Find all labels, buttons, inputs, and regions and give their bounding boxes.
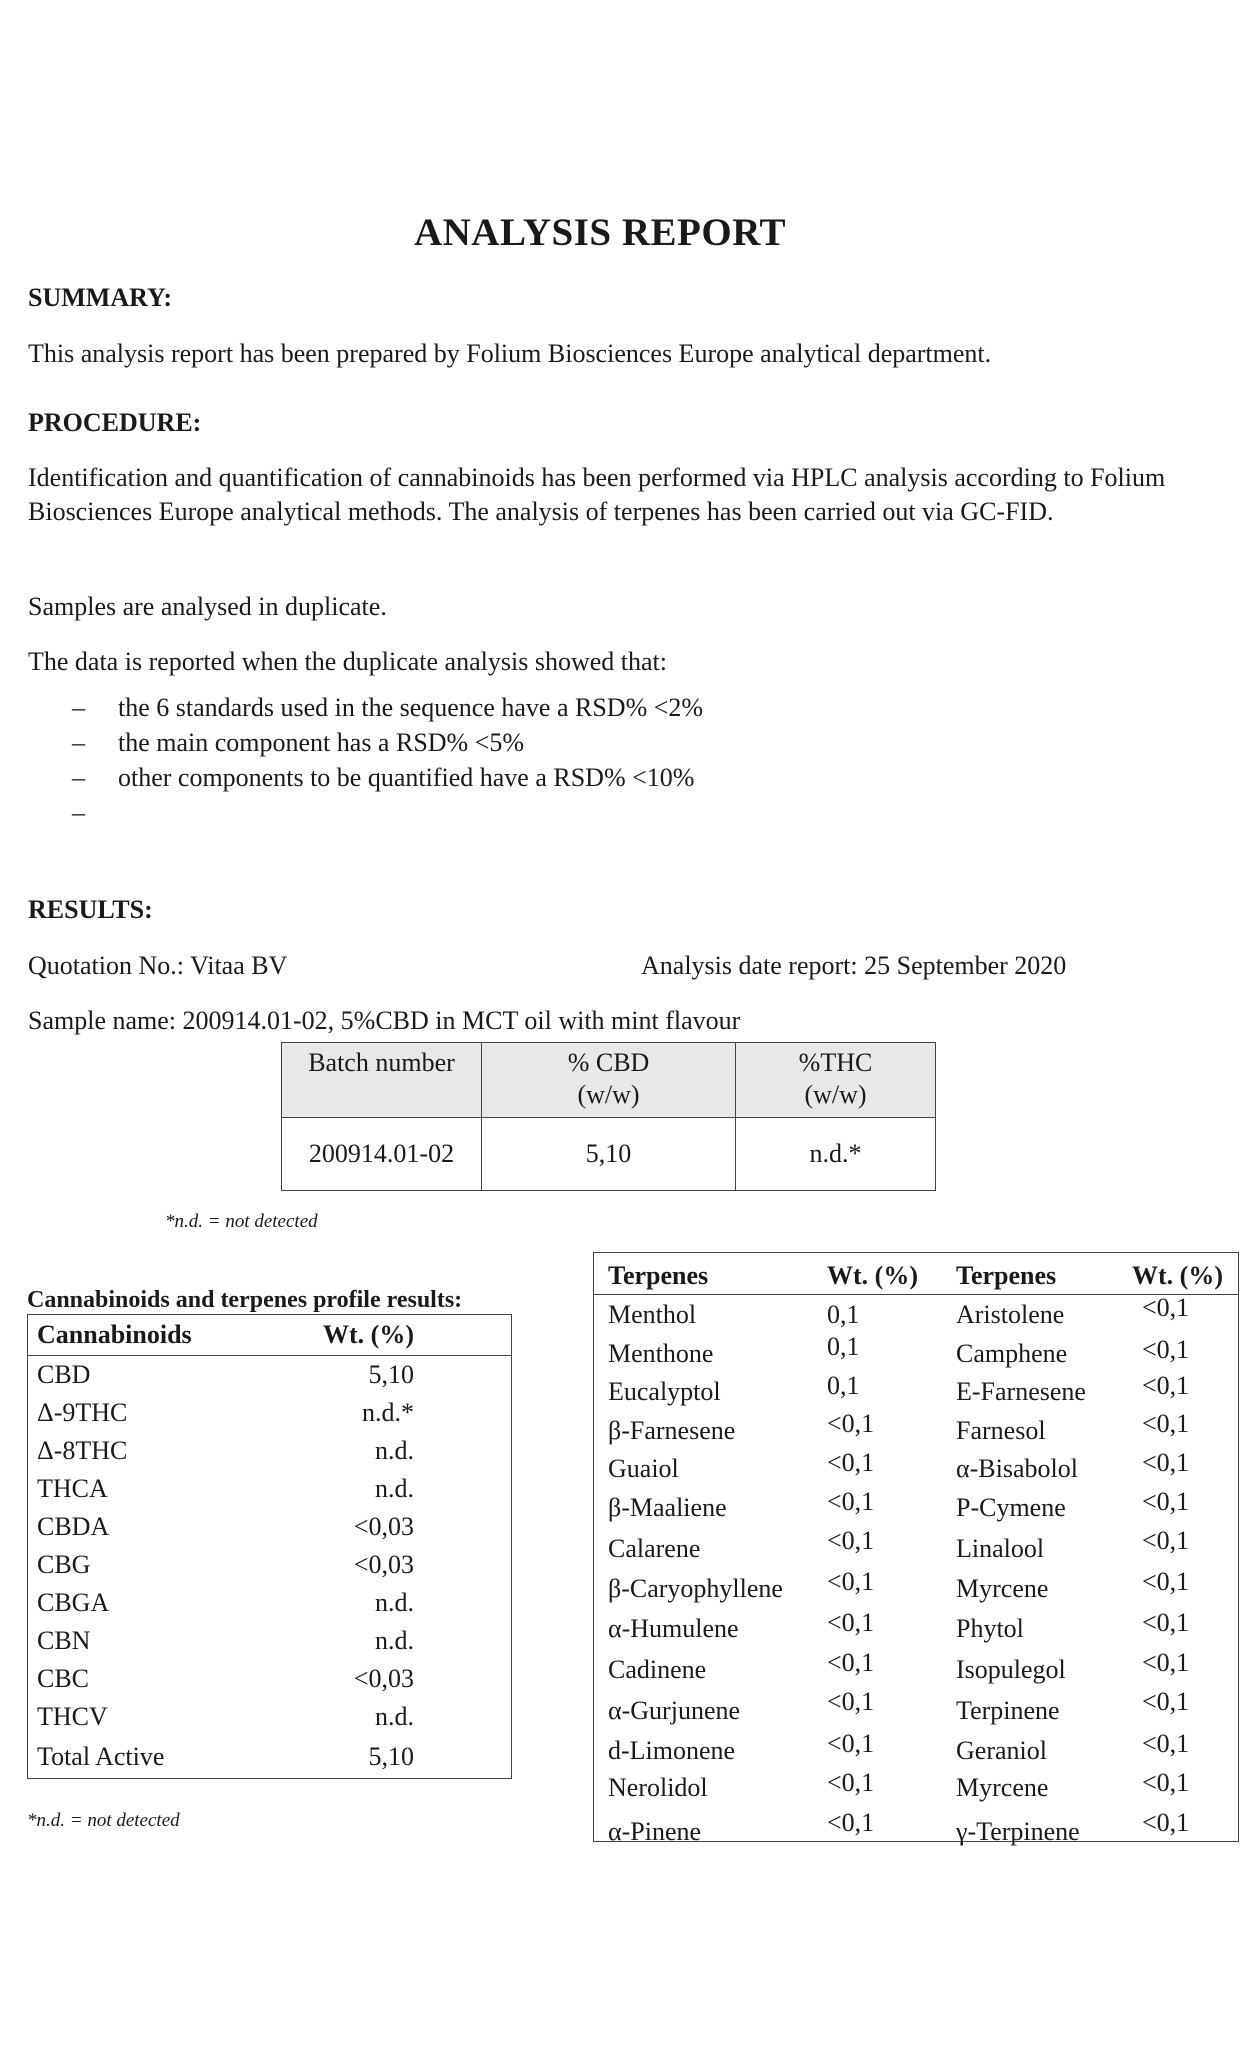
table-header-row: Cannabinoids Wt. (%)	[28, 1315, 511, 1356]
terpene-value: <0,1	[1142, 1448, 1190, 1477]
terpene-name: β-Maaliene	[608, 1493, 727, 1522]
terpene-value: <0,1	[827, 1448, 875, 1477]
terpene-name: β-Farnesene	[608, 1416, 736, 1445]
terpene-name: Calarene	[608, 1534, 701, 1563]
terpene-value: <0,1	[1142, 1487, 1190, 1516]
table-row: CBC <0,03	[37, 1664, 414, 1693]
list-item: – other components to be quantified have a RSD% <10%	[72, 763, 695, 792]
procedure-criteria-intro: The data is reported when the duplicate analysis showed that:	[28, 647, 667, 676]
batch-footnote: *n.d. = not detected	[165, 1211, 318, 1232]
procedure-heading: PROCEDURE:	[28, 408, 202, 437]
terpene-name: Terpinene	[956, 1696, 1060, 1725]
terpene-name: Farnesol	[956, 1416, 1046, 1445]
terpene-value: <0,1	[827, 1526, 875, 1555]
terpene-name: Eucalyptol	[608, 1377, 721, 1406]
terpene-value: <0,1	[827, 1487, 875, 1516]
terpene-value: <0,1	[1142, 1768, 1190, 1797]
profile-heading: Cannabinoids and terpenes profile results:	[27, 1287, 463, 1313]
terpene-name: γ-Terpinene	[956, 1817, 1080, 1846]
criteria-list	[72, 690, 703, 830]
batch-header: Batch number	[282, 1043, 482, 1118]
report-title: ANALYSIS REPORT	[413, 211, 787, 254]
summary-heading: SUMMARY:	[28, 283, 173, 312]
terpene-name: Camphene	[956, 1339, 1068, 1368]
table-row: THCA n.d.	[37, 1474, 414, 1503]
terpenes-header: Terpenes	[956, 1261, 1057, 1290]
terpene-name: Menthol	[608, 1300, 697, 1329]
terpene-name: Nerolidol	[608, 1773, 708, 1802]
terpene-value: <0,1	[827, 1648, 875, 1677]
terpene-name: Cadinene	[608, 1655, 707, 1684]
cannabinoids-footnote: *n.d. = not detected	[27, 1810, 180, 1831]
sample-name: Sample name: 200914.01-02, 5%CBD in MCT oil with mint flavour	[28, 1006, 741, 1035]
terpene-name: Linalool	[956, 1534, 1045, 1563]
terpene-name: α-Humulene	[608, 1614, 739, 1643]
terpene-value: <0,1	[1142, 1567, 1190, 1596]
table-row: Δ-8THC n.d.	[37, 1436, 414, 1465]
terpene-value: <0,1	[827, 1409, 875, 1438]
terpene-name: α-Pinene	[608, 1817, 702, 1846]
thc-value: n.d.*	[736, 1118, 936, 1191]
terpene-value: 0,1	[827, 1300, 860, 1329]
procedure-duplicate: Samples are analysed in duplicate.	[28, 592, 387, 621]
table-row: CBN n.d.	[37, 1626, 414, 1655]
terpene-value: <0,1	[1142, 1729, 1190, 1758]
table-row: Δ-9THC n.d.*	[37, 1398, 414, 1427]
terpene-value: <0,1	[827, 1608, 875, 1637]
terpene-value: <0,1	[1142, 1648, 1190, 1677]
thc-header: %THC (w/w)	[736, 1043, 936, 1118]
terpene-name: Menthone	[608, 1339, 714, 1368]
terpene-value: <0,1	[1142, 1371, 1190, 1400]
terpenes-table	[593, 1252, 1239, 1846]
terpene-name: Isopulegol	[956, 1655, 1066, 1684]
summary-text: This analysis report has been prepared by Folium Biosciences Europe analytical department.	[28, 339, 992, 368]
terpene-value: <0,1	[827, 1567, 875, 1596]
terpene-name: P-Cymene	[956, 1493, 1066, 1522]
terpene-name: d-Limonene	[608, 1736, 736, 1765]
table-row	[282, 1118, 936, 1191]
list-item: – the 6 standards used in the sequence have a RSD% <2%	[72, 693, 704, 722]
terpene-value: <0,1	[1142, 1293, 1190, 1322]
results-heading: RESULTS:	[28, 895, 153, 924]
terpene-value: <0,1	[1142, 1409, 1190, 1438]
terpene-name: Guaiol	[608, 1454, 679, 1483]
weight-header: Wt. (%)	[1132, 1261, 1223, 1290]
table-row: THCV n.d.	[37, 1702, 414, 1731]
table-row: CBDA <0,03	[37, 1512, 414, 1541]
terpene-value: <0,1	[1142, 1335, 1190, 1364]
table-row: CBD 5,10	[37, 1360, 414, 1389]
terpene-value: <0,1	[827, 1768, 875, 1797]
cbd-header: % CBD (w/w)	[482, 1043, 736, 1118]
analysis-date: Analysis date report: 25 September 2020	[641, 951, 1067, 980]
terpene-value: <0,1	[1142, 1608, 1190, 1637]
terpene-name: β-Caryophyllene	[608, 1574, 783, 1603]
list-item: – the main component has a RSD% <5%	[72, 728, 525, 757]
procedure-text: Identification and quantification of cannabinoids has been performed via HPLC analysis according to Folium Biosciences Europe analytical methods. The analysis of terpenes has been carried out via GC-FID.	[28, 463, 1166, 526]
table-row: CBGA n.d.	[37, 1588, 414, 1617]
list-item: –	[72, 798, 85, 827]
terpene-name: Myrcene	[956, 1574, 1049, 1603]
table-row: CBG <0,03	[37, 1550, 414, 1579]
batch-value: 200914.01-02	[282, 1118, 482, 1191]
terpenes-header: Terpenes	[608, 1261, 709, 1290]
terpene-value: <0,1	[1142, 1526, 1190, 1555]
terpene-value: <0,1	[1142, 1808, 1190, 1837]
terpene-value: <0,1	[1142, 1687, 1190, 1716]
terpene-value: <0,1	[827, 1687, 875, 1716]
terpene-name: E-Farnesene	[956, 1377, 1086, 1406]
cannabinoids-table	[27, 1314, 512, 1779]
table-header-row	[282, 1043, 936, 1118]
weight-header: Wt. (%)	[827, 1261, 918, 1290]
terpene-name: Phytol	[956, 1614, 1024, 1643]
terpene-value: <0,1	[827, 1729, 875, 1758]
terpene-name: Myrcene	[956, 1773, 1049, 1802]
terpene-value: 0,1	[827, 1371, 860, 1400]
table-row: Total Active 5,10	[37, 1742, 414, 1771]
terpene-name: α-Bisabolol	[956, 1454, 1078, 1483]
terpene-value: <0,1	[827, 1808, 875, 1837]
batch-table	[281, 1042, 936, 1191]
terpene-value: 0,1	[827, 1332, 860, 1361]
cbd-value: 5,10	[482, 1118, 736, 1191]
terpene-name: α-Gurjunene	[608, 1696, 741, 1725]
terpene-name: Geraniol	[956, 1736, 1047, 1765]
quotation-number: Quotation No.: Vitaa BV	[28, 951, 288, 980]
terpene-name: Aristolene	[956, 1300, 1065, 1329]
